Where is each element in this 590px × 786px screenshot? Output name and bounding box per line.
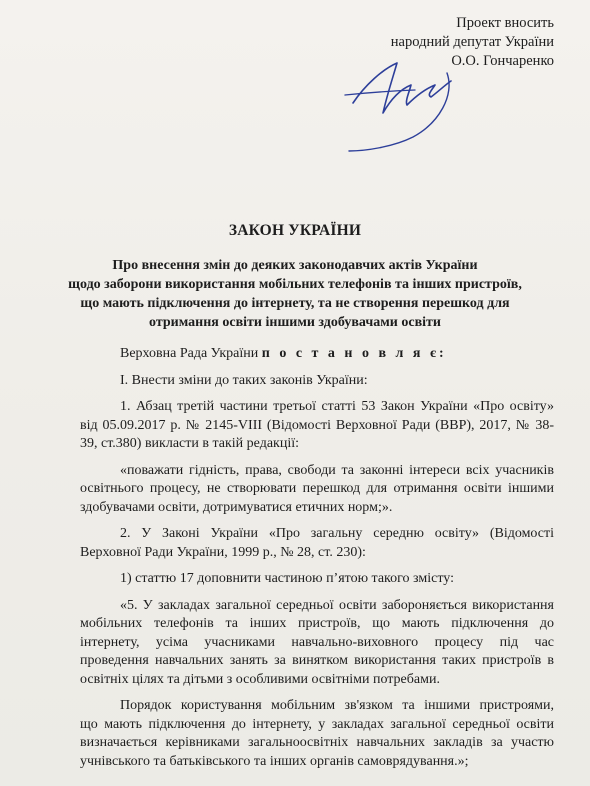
paragraph-line: 1. Абзац третій частини третьої статті 53 Закон України «Про освіту» [120,399,554,414]
decree-word: п о с т а н о в л я є: [261,346,447,361]
handwritten-signature [335,55,475,165]
quote-2 [80,597,554,690]
paragraph-line: від 05.09.2017 р. № 2145-VIII (Відомості Верховної Ради (ВВР), 2017, № 38- [80,417,554,433]
paragraph-line: визначається керівниками загальноосвітніх навчальних закладів за участю [80,735,554,750]
paragraph-line: Порядок користування мобільним зв'язком та іншими пристроями, [120,698,554,713]
quote-line: інтернету, усіма учасниками навчально-виховного процесу під час [80,634,554,650]
decree-intro: Верховна Рада України [120,346,259,361]
subtitle-line: отримання освіти іншими здобувачами освіти [149,315,441,330]
quote-line: освітніх цілях та дітьми з особливими освітніми потребами. [80,671,440,687]
quote-line: «поважати гідність, права, свободи та законні інтереси всіх учасників [120,462,554,478]
document-body [80,345,554,779]
quote-line: мобільних телефонів та інших пристроїв, що мають підключення до [80,616,554,631]
subtitle-line: Про внесення змін до деяких законодавчих актів України [112,258,478,273]
sponsor-line-2: народний депутат України [390,34,554,50]
document-title: ЗАКОН УКРАЇНИ [228,222,362,239]
quote-line: проведення навчальних занять за винятком використання таких пристроїв в [80,653,554,668]
paragraph-line: 39, ст.380) викласти в такій редакції: [80,436,299,451]
sponsor-line-1: Проект вносить [456,15,554,31]
sponsor-name: О.О. Гончаренко [451,53,554,69]
paragraph-2 [80,525,554,562]
paragraph-1 [80,398,554,454]
document-subtitle [0,256,590,332]
paragraph-line: учнівського та батьківського та інших органів самоврядування.»; [80,753,469,769]
paragraph-line: Верховної Ради України, 1999 р., № 28, ст. 230): [80,544,366,560]
subtitle-line: щодо заборони використання мобільних телефонів та інших пристроїв, [68,277,522,292]
paragraph-4 [80,697,554,771]
paragraph-line: 2. У Законі України «Про загальну середню освіту» (Відомості [120,526,554,541]
quote-line: освітнього процесу, не створювати перешкод для отримання освіти іншими [80,481,554,496]
decree-paragraph [80,345,554,364]
item-1: І. Внести зміни до таких законів України: [120,372,368,388]
paragraph-line: що мають підключення до інтернету, у закладах загальної середньої освіти [80,716,554,732]
quote-line: здобувачами освіти, дотримуватися етичних норм;». [80,499,393,515]
quote-line: «5. У закладах загальної середньої освіти забороняється використання [120,597,554,613]
quote-1 [80,462,554,518]
paragraph-3: 1) статтю 17 доповнити частиною п’ятою такого змісту: [120,571,454,586]
subtitle-line: що мають підключення до інтернету, та не створення перешкод для [80,296,510,311]
